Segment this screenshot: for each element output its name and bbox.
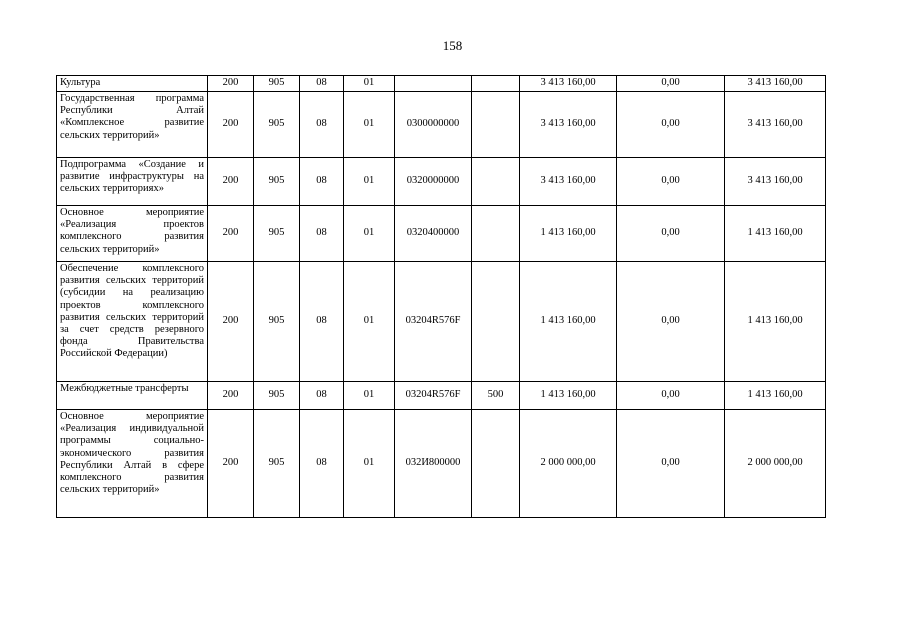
cell-amount-republic: 2 000 000,00 [725,410,826,518]
cell-amount-republic: 3 413 160,00 [725,92,826,158]
cell-section: 200 [208,76,254,92]
cell-amount-total: 3 413 160,00 [520,92,617,158]
cell-subdivision: 01 [344,382,395,410]
cell-amount-federal: 0,00 [617,92,725,158]
cell-ministry: 905 [254,382,300,410]
cell-ministry: 905 [254,206,300,262]
cell-expense-type [472,92,520,158]
cell-ministry: 905 [254,158,300,206]
cell-amount-republic: 3 413 160,00 [725,158,826,206]
cell-division: 08 [300,262,344,382]
cell-expense-type [472,206,520,262]
cell-expense-type [472,158,520,206]
cell-target-article: 03204R576F [395,262,472,382]
cell-section: 200 [208,92,254,158]
budget-table [56,75,826,518]
cell-division: 08 [300,410,344,518]
cell-subdivision: 01 [344,206,395,262]
cell-amount-federal: 0,00 [617,410,725,518]
page-number: 158 [442,38,463,53]
cell-target-article: 0320400000 [395,206,472,262]
cell-section: 200 [208,410,254,518]
cell-amount-republic: 1 413 160,00 [725,382,826,410]
cell-amount-republic: 1 413 160,00 [725,262,826,382]
cell-expense-type [472,76,520,92]
table-row [57,206,826,262]
cell-subdivision: 01 [344,158,395,206]
cell-name: Межбюджетные трансферты [57,382,208,410]
cell-subdivision: 01 [344,262,395,382]
cell-target-article [395,76,472,92]
cell-target-article: 03204R576F [395,382,472,410]
cell-name: Культура [57,76,208,92]
table-row [57,262,826,382]
cell-target-article: 032И800000 [395,410,472,518]
cell-ministry: 905 [254,92,300,158]
cell-ministry: 905 [254,76,300,92]
cell-section: 200 [208,158,254,206]
cell-amount-total: 2 000 000,00 [520,410,617,518]
cell-division: 08 [300,382,344,410]
cell-name: Основное мероприятие «Реализация индивидуальной программы социально-экономического развития Республики Алтай в сфере комплексного развития сельских территорий» [57,410,208,518]
cell-section: 200 [208,206,254,262]
cell-division: 08 [300,92,344,158]
cell-division: 08 [300,76,344,92]
cell-target-article: 0300000000 [395,92,472,158]
cell-expense-type: 500 [472,382,520,410]
table-row [57,158,826,206]
cell-amount-total: 3 413 160,00 [520,158,617,206]
cell-expense-type [472,410,520,518]
cell-name: Обеспечение комплексного развития сельских территорий (субсидии на реализацию проектов комплексного развития сельских территорий за счет средств резервного фонда Правительства Российской Федерации) [57,262,208,382]
cell-section: 200 [208,262,254,382]
cell-division: 08 [300,158,344,206]
cell-division: 08 [300,206,344,262]
cell-amount-total: 3 413 160,00 [520,76,617,92]
cell-amount-federal: 0,00 [617,76,725,92]
cell-amount-republic: 3 413 160,00 [725,76,826,92]
cell-amount-total: 1 413 160,00 [520,206,617,262]
cell-ministry: 905 [254,262,300,382]
cell-section: 200 [208,382,254,410]
cell-expense-type [472,262,520,382]
cell-ministry: 905 [254,410,300,518]
cell-amount-total: 1 413 160,00 [520,382,617,410]
table-row [57,410,826,518]
cell-amount-republic: 1 413 160,00 [725,206,826,262]
table-row [57,382,826,410]
cell-amount-federal: 0,00 [617,382,725,410]
cell-name: Государственная программа Республики Алтай «Комплексное развитие сельских территорий» [57,92,208,158]
cell-amount-total: 1 413 160,00 [520,262,617,382]
cell-amount-federal: 0,00 [617,262,725,382]
cell-target-article: 0320000000 [395,158,472,206]
cell-subdivision: 01 [344,92,395,158]
table-row [57,92,826,158]
cell-subdivision: 01 [344,76,395,92]
cell-amount-federal: 0,00 [617,158,725,206]
cell-name: Основное мероприятие «Реализация проектов комплексного развития сельских территорий» [57,206,208,262]
cell-amount-federal: 0,00 [617,206,725,262]
cell-subdivision: 01 [344,410,395,518]
table-row [57,76,826,92]
cell-name: Подпрограмма «Создание и развитие инфраструктуры на сельских территориях» [57,158,208,206]
